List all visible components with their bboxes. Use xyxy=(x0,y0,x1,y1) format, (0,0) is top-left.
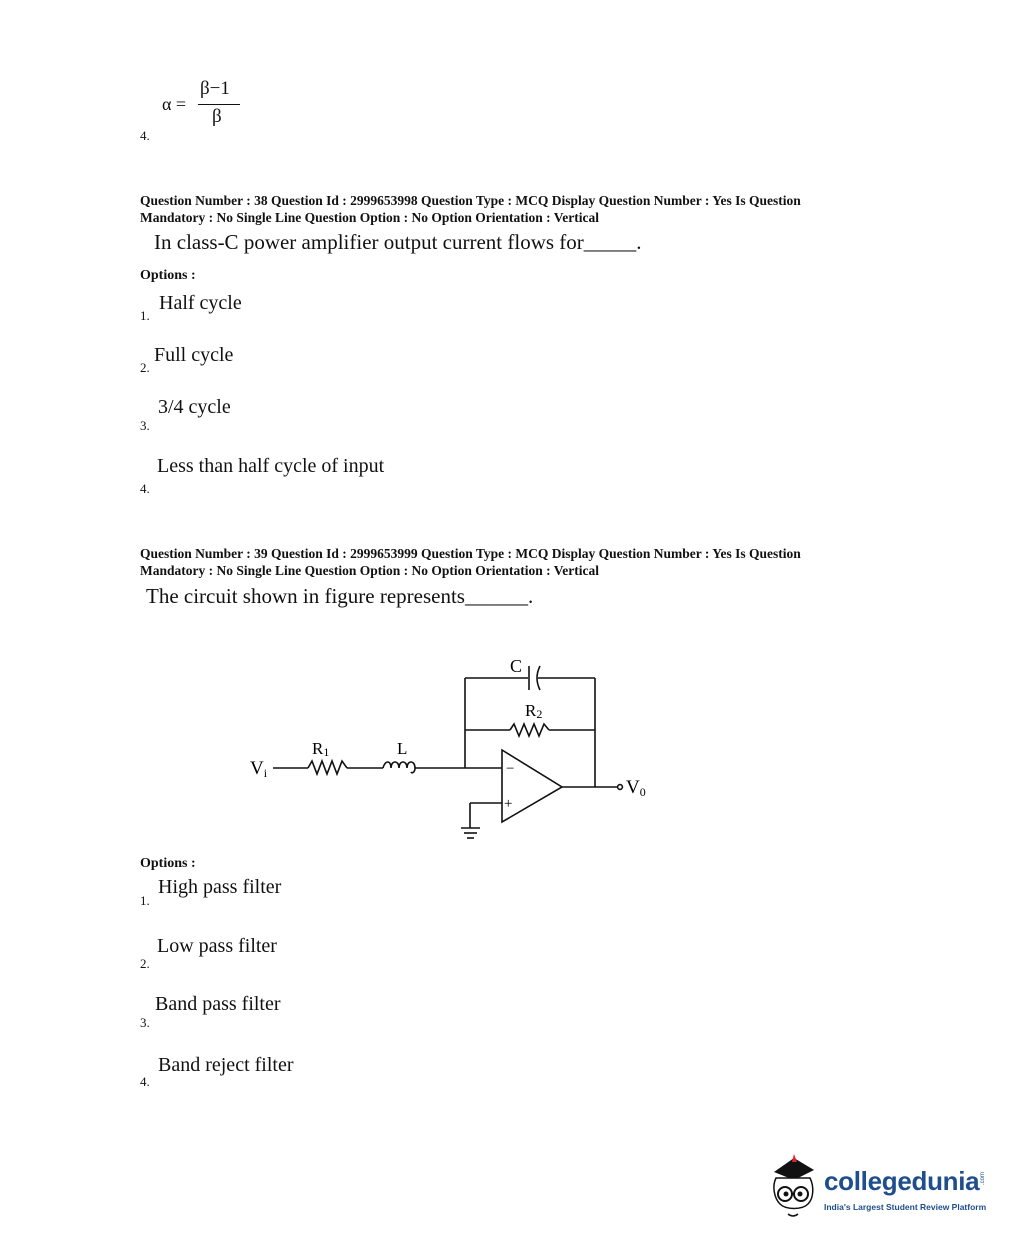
label-r2: R2 xyxy=(525,701,543,721)
logo-tagline: India's Largest Student Review Platform xyxy=(824,1202,987,1212)
q39-option-3-text[interactable]: Band pass filter xyxy=(155,993,281,1015)
label-vi-sub: i xyxy=(263,766,268,780)
formula-lhs: α = xyxy=(162,94,187,114)
label-vo-sub: 0 xyxy=(639,785,646,799)
fraction-bar xyxy=(198,104,240,105)
q38-option-2-number: 2. xyxy=(140,360,150,375)
q38-options-label: Options : xyxy=(140,268,196,283)
q38-meta-line1: Question Number : 38 Question Id : 2999653998 Question Type : MCQ Display Question Number : Yes Is Question xyxy=(140,193,801,208)
q38-meta-line2: Mandatory : No Single Line Question Option : No Option Orientation : Vertical xyxy=(140,210,600,225)
logo-suffix: .com xyxy=(980,1172,986,1186)
label-vo: V0 xyxy=(626,777,646,799)
q39-option-4-number: 4. xyxy=(140,1074,150,1089)
label-l: L xyxy=(397,739,408,758)
inductor-l xyxy=(383,762,415,773)
q39-meta-line1: Question Number : 39 Question Id : 2999653999 Question Type : MCQ Display Question Number : Yes Is Question xyxy=(140,546,801,561)
collegedunia-logo xyxy=(764,1152,1004,1222)
q39-question-text: The circuit shown in figure represents______. xyxy=(146,584,534,608)
prev-option-number: 4. xyxy=(140,128,150,143)
output-terminal xyxy=(618,785,623,790)
q38-question-text: In class-C power amplifier output current flows for_____. xyxy=(154,230,642,254)
formula-denominator: β xyxy=(212,106,222,127)
label-plus: + xyxy=(504,796,513,812)
q39-option-2-number: 2. xyxy=(140,956,150,971)
q38-option-4-text[interactable]: Less than half cycle of input xyxy=(157,455,385,477)
q38-meta xyxy=(140,192,900,226)
q38-option-1-text[interactable]: Half cycle xyxy=(159,292,242,314)
q39-option-4-text[interactable]: Band reject filter xyxy=(158,1054,294,1076)
resistor-r1 xyxy=(308,761,347,774)
label-c: C xyxy=(510,656,523,676)
q38-option-4-number: 4. xyxy=(140,481,150,496)
label-r1-sub: 1 xyxy=(323,745,330,759)
q39-option-1-number: 1. xyxy=(140,893,150,908)
logo-name: collegedunia xyxy=(824,1166,980,1196)
q39-options-label: Options : xyxy=(140,856,196,871)
q39-meta xyxy=(140,545,900,579)
label-vi: Vi xyxy=(250,758,268,780)
label-r1: R1 xyxy=(312,739,330,759)
resistor-r2 xyxy=(510,724,549,736)
q39-meta-line2: Mandatory : No Single Line Question Option : No Option Orientation : Vertical xyxy=(140,563,600,578)
q38-option-2-text[interactable]: Full cycle xyxy=(154,344,234,366)
q38-option-1-number: 1. xyxy=(140,308,150,323)
prev-formula xyxy=(162,78,252,134)
label-r2-sub: 2 xyxy=(536,707,543,721)
circuit-diagram xyxy=(240,650,660,850)
q39-option-1-text[interactable]: High pass filter xyxy=(158,876,282,898)
q38-option-3-number: 3. xyxy=(140,418,150,433)
mascot-icon xyxy=(764,1152,822,1222)
q39-option-3-number: 3. xyxy=(140,1015,150,1030)
logo-wordmark xyxy=(824,1166,979,1197)
label-minus: − xyxy=(506,761,515,777)
q38-option-3-text[interactable]: 3/4 cycle xyxy=(158,396,231,418)
formula-numerator: β−1 xyxy=(200,78,230,99)
q39-option-2-text[interactable]: Low pass filter xyxy=(157,935,277,957)
